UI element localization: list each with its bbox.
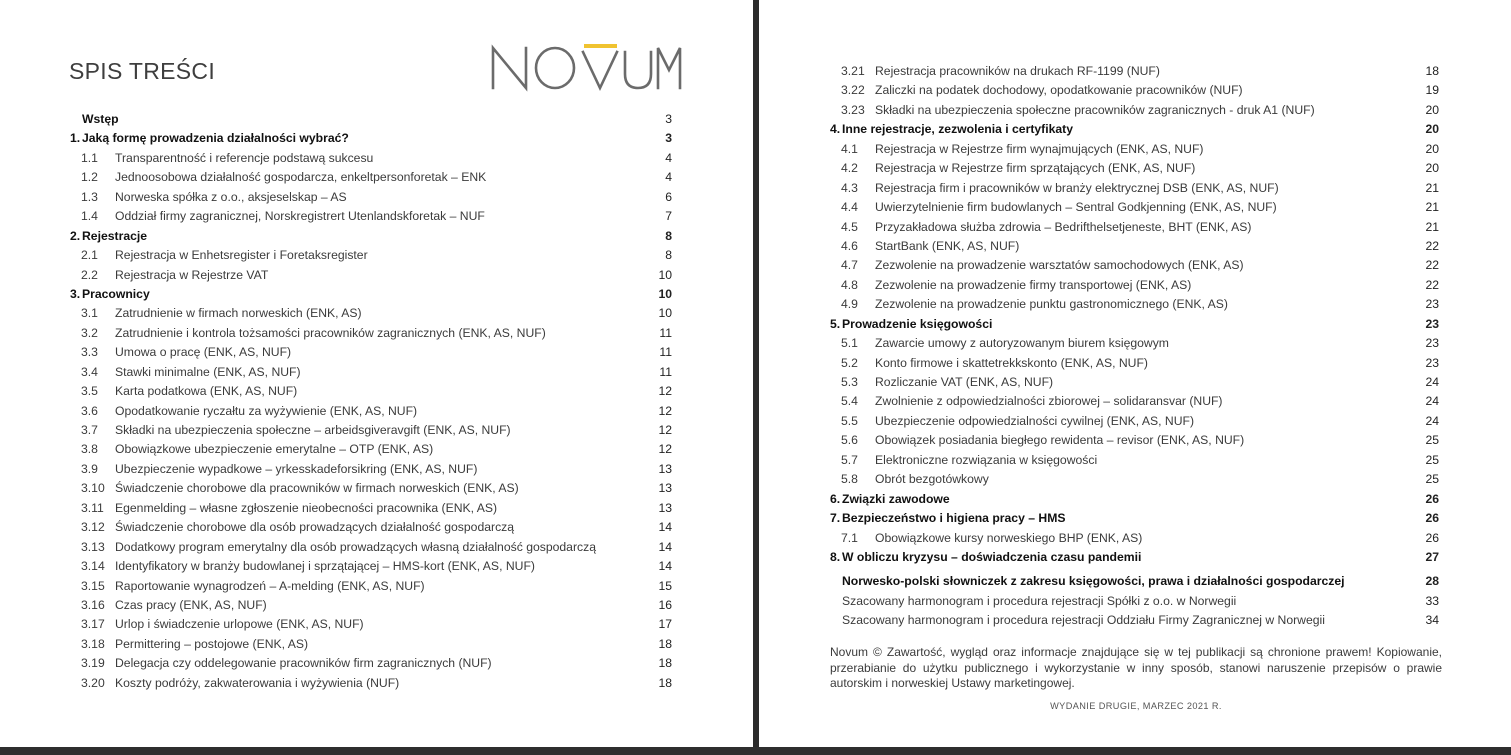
edition-label: WYDANIE DRUGIE, MARZEC 2021 R.	[1050, 701, 1222, 711]
toc-entry-number: 4.9	[841, 297, 858, 312]
toc-entry-title: Inne rejestracje, zezwolenia i certyfikaty	[842, 122, 1073, 137]
toc-page-number: 14	[658, 539, 672, 554]
toc-entry-title: Ubezpieczenie wypadkowe – yrkesskadeforsikring (ENK, AS, NUF)	[115, 461, 478, 476]
toc-entry-row[interactable]	[70, 479, 682, 498]
toc-entry-row[interactable]	[830, 592, 1445, 611]
toc-page-number: 24	[1425, 394, 1439, 409]
toc-entry-row[interactable]	[830, 334, 1445, 353]
toc-entry-row[interactable]	[70, 149, 682, 168]
toc-page-number: 13	[658, 481, 672, 496]
toc-entry-row[interactable]	[70, 654, 682, 673]
toc-entry-number: 5.3	[841, 375, 858, 389]
toc-entry-title: Zezwolenie na prowadzenie warsztatów samochodowych (ENK, AS)	[875, 258, 1244, 273]
toc-page-number: 23	[1425, 316, 1439, 331]
toc-entry-number: 6.	[830, 491, 841, 506]
toc-entry-title: Uwierzytelnienie firm budowlanych – Sentral Godkjenning (ENK, AS, NUF)	[875, 200, 1277, 215]
toc-page-number: 23	[1425, 336, 1439, 351]
toc-chapter-row[interactable]	[70, 227, 682, 246]
toc-page-number: 18	[658, 656, 672, 671]
toc-page-number: 24	[1425, 375, 1439, 389]
toc-entry-row[interactable]	[830, 237, 1445, 256]
toc-entry-title: Rejestracja w Rejestrze firm sprzątających (ENK, AS, NUF)	[875, 161, 1196, 176]
toc-page-number: 19	[1425, 83, 1439, 98]
toc-entry-row[interactable]	[70, 363, 682, 382]
toc-entry-title: Ubezpieczenie odpowiedzialności cywilnej (ENK, AS, NUF)	[875, 413, 1195, 428]
toc-entry-number: 4.4	[841, 200, 858, 215]
toc-entry-number: 8.	[830, 549, 841, 564]
toc-entry-row[interactable]	[830, 62, 1445, 81]
toc-entry-number: 2.2	[81, 267, 98, 282]
toc-page-number: 24	[1425, 413, 1439, 428]
toc-page-number: 26	[1425, 530, 1439, 545]
toc-entry-title: Rejestracja w Enhetsregister i Foretaksregister	[115, 248, 368, 263]
toc-entry-number: 3.22	[841, 83, 865, 98]
toc-entry-row[interactable]	[70, 538, 682, 557]
toc-entry-number: 3.21	[841, 64, 865, 78]
toc-entry-number: 3.7	[81, 423, 98, 437]
toc-entry-row[interactable]	[830, 451, 1445, 470]
toc-page-number: 13	[658, 461, 672, 476]
toc-entry-title: Raportowanie wynagrodzeń – A-melding (ENK, AS, NUF)	[115, 578, 425, 593]
toc-entry-number: 3.5	[81, 384, 98, 399]
toc-page-number: 4	[665, 150, 672, 165]
toc-entry-number: 5.5	[841, 413, 858, 428]
toc-page-number: 11	[659, 364, 672, 379]
toc-chapter-row[interactable]	[70, 129, 682, 148]
toc-entry-number: 3.19	[81, 656, 105, 671]
toc-page-number: 6	[665, 189, 672, 204]
toc-entry-number: 2.	[70, 228, 81, 243]
toc-entry-row[interactable]	[830, 179, 1445, 198]
toc-page-number: 7	[665, 209, 672, 224]
toc-page-number: 21	[1425, 200, 1439, 215]
toc-entry-title: Składki na ubezpieczenia społeczne – arbeidsgiveravgift (ENK, AS, NUF)	[115, 423, 511, 437]
toc-entry-title: Norweska spółka z o.o., aksjeselskap – AS	[115, 189, 347, 204]
toc-page-number: 26	[1425, 491, 1439, 506]
toc-entry-number: 3.11	[81, 500, 104, 515]
toc-entry-number: 3.2	[81, 325, 98, 340]
toc-entry-row[interactable]	[830, 101, 1445, 120]
toc-entry-title: Szacowany harmonogram i procedura rejestracji Oddziału Firmy Zagranicznej w Norwegii	[842, 613, 1325, 628]
toc-entry-number: 4.2	[841, 161, 858, 176]
toc-entry-title: Egenmelding – własne zgłoszenie nieobecności pracownika (ENK, AS)	[115, 500, 498, 515]
toc-page-number: 14	[658, 559, 672, 574]
toc-entry-title: Elektroniczne rozwiązania w księgowości	[875, 452, 1098, 467]
left-page	[0, 0, 753, 747]
toc-entry-title: Zaliczki na podatek dochodowy, opodatkowanie pracowników (NUF)	[875, 83, 1243, 98]
toc-entry-title: Obowiązek posiadania biegłego rewidenta – revisor (ENK, AS, NUF)	[875, 433, 1245, 448]
toc-entry-title: Rejestracja pracowników na drukach RF-1199 (NUF)	[875, 64, 1160, 78]
toc-entry-number: 5.8	[841, 472, 858, 487]
toc-page-number: 20	[1425, 122, 1439, 137]
toc-entry-title: Przyzakładowa służba zdrowia – Bedrifthelsetjeneste, BHT (ENK, AS)	[875, 219, 1252, 234]
toc-entry-row[interactable]	[830, 256, 1445, 275]
toc-page-number: 8	[665, 228, 672, 243]
toc-entry-row[interactable]	[70, 266, 682, 285]
toc-entry-title: Urlop i świadczenie urlopowe (ENK, AS, NUF)	[115, 617, 364, 632]
toc-page-number: 11	[659, 345, 672, 360]
toc-page-number: 20	[1425, 102, 1439, 117]
toc-entry-number: 7.1	[841, 530, 858, 545]
toc-entry-row[interactable]	[830, 572, 1445, 591]
toc-entry-title: Świadczenie chorobowe dla pracowników w firmach norweskich (ENK, AS)	[115, 481, 519, 496]
toc-page-number: 16	[658, 597, 672, 612]
toc-page-number: 13	[658, 500, 672, 515]
toc-entry-title: Jaką formę prowadzenia działalności wybrać?	[82, 131, 349, 146]
toc-entry-title: Składki na ubezpieczenia społeczne pracowników zagranicznych - druk A1 (NUF)	[875, 102, 1315, 117]
toc-entry-number: 4.	[830, 122, 841, 137]
toc-entry-title: Świadczenie chorobowe dla osób prowadzących działalność gospodarczą	[115, 520, 515, 535]
toc-entry-title: Szacowany harmonogram i procedura rejestracji Spółki z o.o. w Norwegii	[842, 593, 1237, 608]
toc-page-number: 20	[1425, 141, 1439, 156]
toc-entry-row[interactable]	[70, 635, 682, 654]
toc-page-number: 12	[658, 384, 672, 399]
toc-page-number: 23	[1425, 297, 1439, 312]
toc-entry-title: Oddział firmy zagranicznej, Norskregistrert Utenlandskforetak – NUF	[115, 209, 485, 224]
toc-page-number: 34	[1425, 613, 1439, 628]
novum-logo	[488, 40, 684, 101]
toc-entry-title: Karta podatkowa (ENK, AS, NUF)	[115, 384, 298, 399]
toc-entry-row[interactable]	[830, 431, 1445, 450]
toc-entry-number: 3.9	[81, 461, 98, 476]
toc-entry-number: 7.	[830, 511, 841, 526]
toc-entry-number: 5.	[830, 316, 841, 331]
toc-entry-number: 3.6	[81, 403, 98, 418]
toc-entry-row[interactable]	[830, 392, 1445, 411]
toc-entry-number: 4.6	[841, 238, 858, 253]
toc-chapter-row[interactable]	[830, 490, 1445, 509]
toc-entry-number: 2.1	[81, 248, 98, 263]
toc-chapter-row[interactable]	[70, 285, 682, 304]
toc-entry-row[interactable]	[70, 674, 682, 693]
page-title: SPIS TREŚCI	[69, 58, 216, 84]
toc-entry-row[interactable]	[70, 421, 682, 440]
toc-entry-number: 4.8	[841, 277, 858, 292]
toc-entry-title: Pracownicy	[82, 286, 150, 301]
toc-entry-title: Delegacja czy oddelegowanie pracowników firm zagranicznych (NUF)	[115, 656, 492, 671]
toc-entry-number: 3.20	[81, 675, 105, 690]
toc-entry-title: Zezwolenie na prowadzenie punktu gastronomicznego (ENK, AS)	[875, 297, 1228, 312]
toc-page-number: 10	[658, 306, 672, 321]
toc-entry-row[interactable]	[70, 168, 682, 187]
toc-entry-title: Zezwolenie na prowadzenie firmy transportowej (ENK, AS)	[875, 277, 1192, 292]
toc-entry-row[interactable]	[830, 276, 1445, 295]
toc-page-number: 25	[1425, 433, 1439, 448]
toc-page-number: 33	[1425, 593, 1439, 608]
toc-entry-row[interactable]	[830, 373, 1445, 392]
toc-entry-row[interactable]	[830, 198, 1445, 217]
toc-entry-row[interactable]	[70, 207, 682, 226]
toc-page-number: 8	[665, 248, 672, 263]
toc-left-column	[70, 110, 682, 693]
toc-entry-row[interactable]	[830, 159, 1445, 178]
toc-page-number: 4	[665, 170, 672, 185]
toc-entry-number: 4.1	[841, 141, 858, 156]
novum-logo-graphic	[488, 40, 684, 96]
toc-entry-number: 3.15	[81, 578, 105, 593]
toc-entry-row[interactable]	[830, 412, 1445, 431]
toc-entry-number: 3.4	[81, 364, 98, 379]
toc-entry-row[interactable]	[70, 615, 682, 634]
toc-entry-title: Rozliczanie VAT (ENK, AS, NUF)	[875, 375, 1054, 389]
toc-entry-row[interactable]	[830, 470, 1445, 489]
toc-entry-number: 3.18	[81, 636, 105, 651]
toc-entry-number: 3.10	[81, 481, 105, 496]
toc-entry-number: 5.1	[841, 336, 858, 351]
toc-page-number: 12	[658, 403, 672, 418]
toc-entry-row[interactable]	[70, 440, 682, 459]
toc-entry-row[interactable]	[830, 140, 1445, 159]
toc-page-number: 25	[1425, 472, 1439, 487]
toc-entry-row[interactable]	[70, 343, 682, 362]
toc-page-number: 18	[658, 675, 672, 690]
toc-entry-number: 1.2	[81, 170, 98, 185]
toc-entry-title: Rejestracje	[82, 228, 148, 243]
toc-entry-title: Obrót bezgotówkowy	[875, 472, 989, 487]
toc-page-number: 22	[1425, 258, 1439, 273]
toc-page-number: 22	[1425, 277, 1439, 292]
toc-page-number: 12	[658, 423, 672, 437]
toc-entry-row[interactable]	[70, 557, 682, 576]
toc-entry-number: 5.7	[841, 452, 858, 467]
toc-entry-title: Rejestracja firm i pracowników w branży elektrycznej DSB (ENK, AS, NUF)	[875, 180, 1279, 195]
toc-chapter-row[interactable]	[830, 509, 1445, 528]
toc-entry-title: Prowadzenie księgowości	[842, 316, 993, 331]
toc-entry-row[interactable]	[830, 354, 1445, 373]
toc-entry-number: 1.	[70, 131, 81, 146]
toc-page-number: 3	[665, 131, 672, 146]
toc-page-number: 21	[1425, 180, 1439, 195]
toc-entry-row[interactable]	[70, 110, 682, 129]
toc-entry-title: Zwolnienie z odpowiedzialności zbiorowej – solidaransvar (NUF)	[875, 394, 1223, 409]
toc-entry-title: Umowa o pracę (ENK, AS, NUF)	[115, 345, 292, 360]
toc-entry-title: Koszty podróży, zakwaterowania i wyżywienia (NUF)	[115, 675, 400, 690]
toc-entry-number: 4.3	[841, 180, 858, 195]
toc-page-number: 26	[1425, 511, 1439, 526]
toc-entry-row[interactable]	[70, 324, 682, 343]
toc-entry-number: 3.16	[81, 597, 105, 612]
toc-page-number: 11	[659, 325, 672, 340]
toc-entry-title: Wstęp	[82, 112, 119, 126]
toc-page-number: 21	[1425, 219, 1439, 234]
toc-entry-row[interactable]	[70, 382, 682, 401]
toc-entry-row[interactable]	[70, 460, 682, 479]
toc-entry-row[interactable]	[70, 246, 682, 265]
toc-entry-number: 4.5	[841, 219, 858, 234]
toc-page-number: 10	[658, 286, 672, 301]
toc-page-number: 10	[658, 267, 672, 282]
toc-entry-title: Identyfikatory w branży budowlanej i sprzątającej – HMS-kort (ENK, AS, NUF)	[115, 559, 535, 574]
toc-entry-title: Obowiązkowe ubezpieczenie emerytalne – OTP (ENK, AS)	[115, 442, 434, 457]
toc-entry-title: Czas pracy (ENK, AS, NUF)	[115, 597, 267, 612]
toc-page-number: 18	[1425, 64, 1439, 78]
toc-entry-row[interactable]	[830, 529, 1445, 548]
copyright-notice: Novum © Zawartość, wygląd oraz informacje znajdujące się w tej publikacji są chronione prawem! Kopiowanie, przerabianie do użytku publicznego i wykorzystanie w inny sposób, stanowi naruszenie przepisów o prawie autorskim i norweskiej Ustawy marketingowej.	[830, 645, 1442, 690]
toc-entry-number: 1.4	[81, 209, 98, 224]
toc-chapter-row[interactable]	[830, 315, 1445, 334]
toc-entry-number: 5.2	[841, 355, 858, 370]
toc-entry-title: Obowiązkowe kursy norweskiego BHP (ENK, AS)	[875, 530, 1143, 545]
toc-entry-title: Dodatkowy program emerytalny dla osób prowadzących własną działalność gospodarczą	[115, 539, 596, 554]
toc-page-number: 28	[1425, 574, 1439, 589]
toc-entry-title: Rejestracja w Rejestrze VAT	[115, 267, 269, 282]
toc-page-number: 23	[1425, 355, 1439, 370]
toc-page-number: 18	[658, 636, 672, 651]
toc-entry-number: 3.13	[81, 539, 105, 554]
toc-entry-number: 1.3	[81, 189, 98, 204]
toc-entry-row[interactable]	[830, 295, 1445, 314]
toc-entry-title: Opodatkowanie ryczałtu za wyżywienie (ENK, AS, NUF)	[115, 403, 418, 418]
toc-entry-row[interactable]	[70, 188, 682, 207]
toc-entry-row[interactable]	[70, 518, 682, 537]
toc-entry-number: 1.1	[81, 150, 98, 165]
toc-entry-number: 5.4	[841, 394, 858, 409]
toc-entry-number: 3.17	[81, 617, 105, 632]
toc-entry-title: Konto firmowe i skattetrekkskonto (ENK, AS, NUF)	[875, 355, 1148, 370]
toc-entry-title: Transparentność i referencje podstawą sukcesu	[115, 150, 374, 165]
toc-entry-title: StartBank (ENK, AS, NUF)	[875, 238, 1020, 253]
toc-entry-title: Stawki minimalne (ENK, AS, NUF)	[115, 364, 301, 379]
toc-entry-title: Zawarcie umowy z autoryzowanym biurem księgowym	[875, 336, 1169, 351]
toc-entry-number: 3.14	[81, 559, 105, 574]
toc-page-number: 12	[658, 442, 672, 457]
toc-entry-number: 3.	[70, 286, 81, 301]
toc-right-column	[830, 62, 1445, 631]
toc-entry-number: 3.8	[81, 442, 98, 457]
toc-entry-row[interactable]	[70, 304, 682, 323]
toc-entry-number: 3.3	[81, 345, 98, 360]
toc-page-number: 15	[658, 578, 672, 593]
toc-entry-row[interactable]	[830, 611, 1445, 630]
bottom-edge	[0, 747, 1511, 755]
toc-entry-number: 4.7	[841, 258, 858, 273]
toc-entry-row[interactable]	[70, 577, 682, 596]
toc-entry-row[interactable]	[830, 81, 1445, 100]
toc-entry-title: Bezpieczeństwo i higiena pracy – HMS	[842, 511, 1066, 526]
toc-entry-title: Jednoosobowa działalność gospodarcza, enkeltpersonforetak – ENK	[115, 170, 487, 185]
toc-entry-number: 3.12	[81, 520, 105, 535]
toc-entry-title: Zatrudnienie w firmach norweskich (ENK, AS)	[115, 306, 362, 321]
toc-entry-row[interactable]	[70, 402, 682, 421]
toc-page-number: 27	[1425, 549, 1439, 564]
toc-entry-row[interactable]	[70, 596, 682, 615]
toc-entry-number: 5.6	[841, 433, 858, 448]
toc-page-number: 3	[665, 112, 672, 126]
toc-entry-row[interactable]	[830, 218, 1445, 237]
toc-page-number: 17	[658, 617, 672, 632]
toc-entry-title: Związki zawodowe	[842, 491, 950, 506]
toc-entry-row[interactable]	[70, 499, 682, 518]
toc-chapter-row[interactable]	[830, 548, 1445, 567]
toc-page-number: 14	[658, 520, 672, 535]
toc-entry-title: Permittering – postojowe (ENK, AS)	[115, 636, 309, 651]
toc-entry-title: W obliczu kryzysu – doświadczenia czasu pandemii	[842, 549, 1142, 564]
toc-entry-number: 3.1	[81, 306, 98, 321]
toc-page-number: 20	[1425, 161, 1439, 176]
toc-entry-title: Rejestracja w Rejestrze firm wynajmujących (ENK, AS, NUF)	[875, 141, 1204, 156]
toc-entry-title: Zatrudnienie i kontrola tożsamości pracowników zagranicznych (ENK, AS, NUF)	[115, 325, 546, 340]
toc-entry-title: Norwesko-polski słowniczek z zakresu księgowości, prawa i działalności gospodarczej	[842, 574, 1345, 589]
toc-chapter-row[interactable]	[830, 120, 1445, 139]
toc-page-number: 25	[1425, 452, 1439, 467]
toc-page-number: 22	[1425, 238, 1439, 253]
toc-entry-number: 3.23	[841, 102, 865, 117]
